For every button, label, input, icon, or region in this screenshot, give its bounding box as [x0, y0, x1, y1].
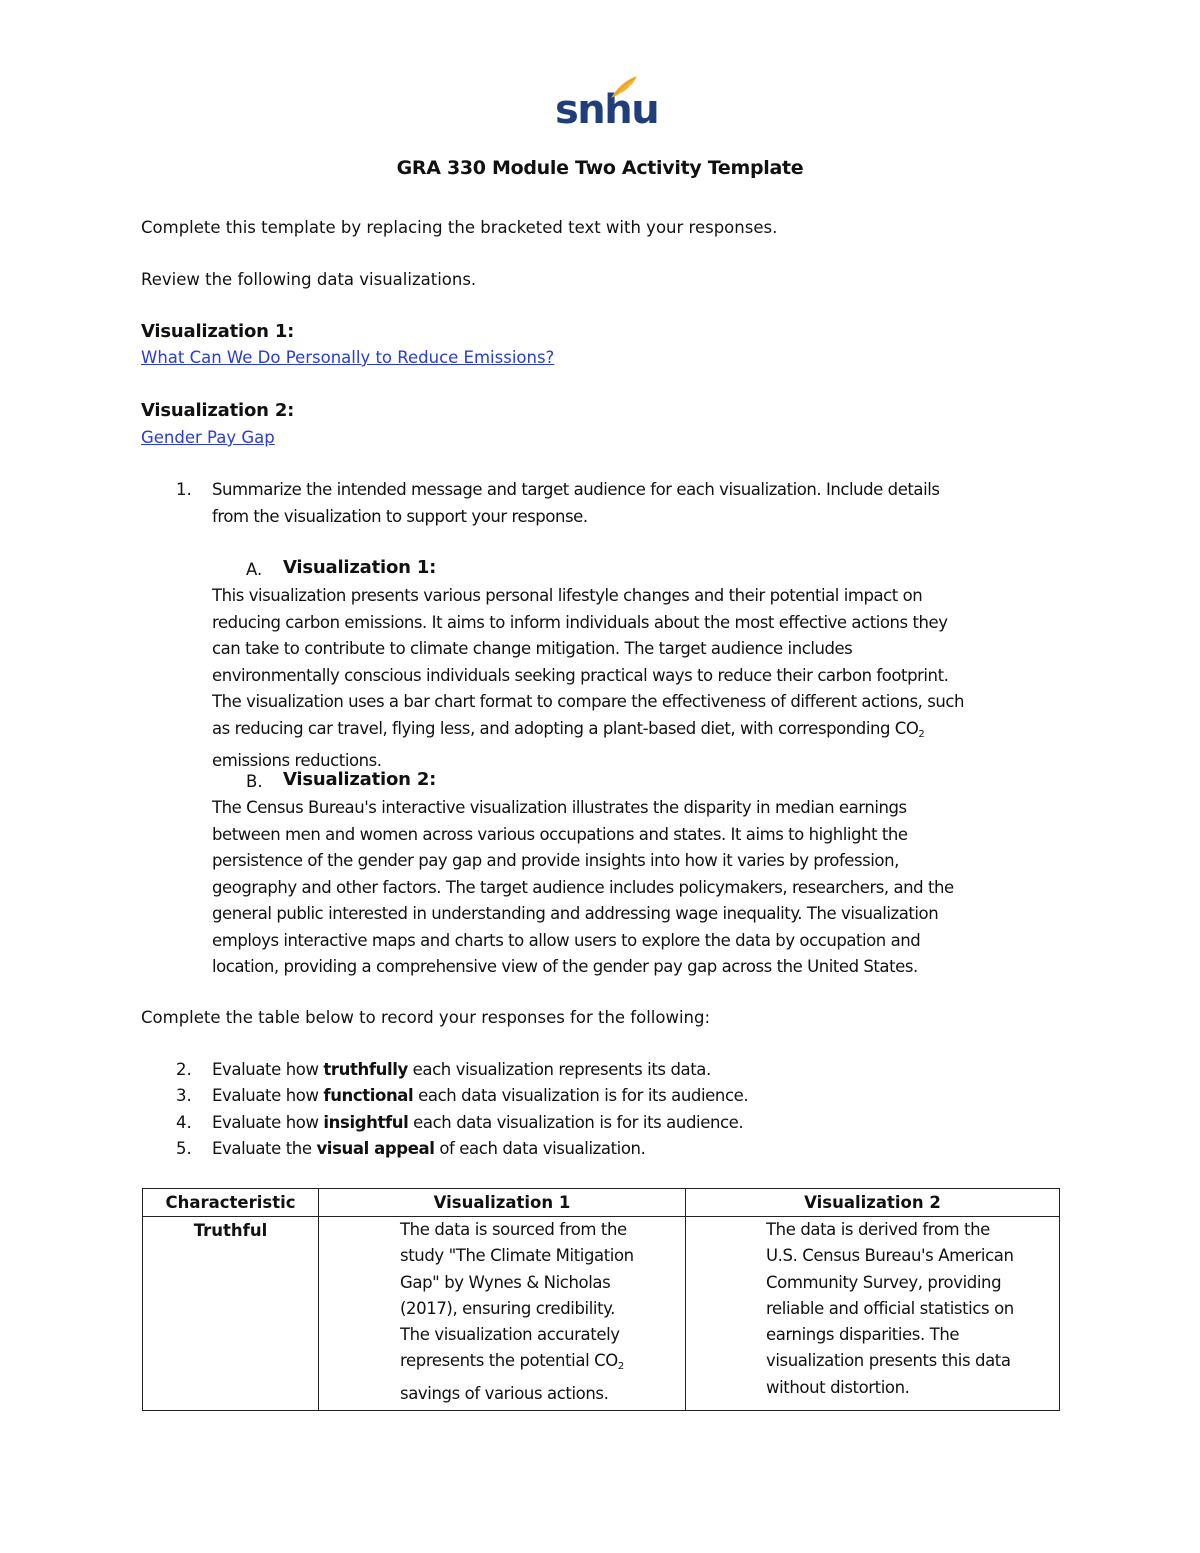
cell-line: savings of various actions. — [400, 1383, 609, 1403]
answer-a-line: emissions reductions. — [212, 751, 382, 770]
cell-line-co2 — [400, 1348, 685, 1380]
leaf-icon — [609, 74, 639, 100]
answer-b-line: The Census Bureau's interactive visualization illustrates the disparity in median earnings — [212, 798, 907, 817]
answer-a-letter: A. — [246, 560, 263, 579]
cell-line: Gap" by Wynes & Nicholas — [400, 1272, 611, 1292]
instruction-text: Complete this template by replacing the bracketed text with your responses. — [141, 218, 778, 237]
visualization-1-link[interactable]: What Can We Do Personally to Reduce Emissions? — [141, 348, 555, 367]
table-row — [143, 1217, 1060, 1411]
evaluation-text: each data visualization is for its audience. — [408, 1113, 744, 1132]
answer-b-heading: Visualization 2: — [283, 769, 437, 790]
evaluation-text: each data visualization is for its audience. — [413, 1086, 749, 1105]
answer-b-line: location, providing a comprehensive view of the gender pay gap across the United States. — [212, 957, 918, 976]
answer-b-line: between men and women across various occupations and states. It aims to highlight the — [212, 824, 908, 844]
cell-line: Community Survey, providing — [766, 1272, 1002, 1292]
cell-line: The data is sourced from the — [400, 1220, 627, 1239]
evaluation-keyword: insightful — [323, 1113, 409, 1132]
evaluation-number: 5. — [176, 1139, 192, 1158]
answer-a-line: can take to contribute to climate change mitigation. The target audience includes — [212, 639, 853, 658]
question-1-line: from the visualization to support your response. — [212, 506, 588, 526]
evaluation-text: Evaluate how — [212, 1060, 324, 1079]
question-1-number: 1. — [176, 480, 192, 499]
cell-line: without distortion. — [766, 1377, 910, 1397]
answer-b-letter: B. — [246, 772, 263, 791]
answer-a-heading: Visualization 1: — [283, 557, 437, 578]
evaluation-text: of each data visualization. — [434, 1139, 646, 1158]
answer-a-line: reducing carbon emissions. It aims to inform individuals about the most effective actions they — [212, 612, 948, 632]
answer-b-line: general public interested in understanding and addressing wage inequality. The visualization — [212, 904, 939, 923]
evaluation-number: 3. — [176, 1086, 192, 1105]
answer-a-text — [212, 583, 1052, 775]
question-1-line: Summarize the intended message and target audience for each visualization. Include details — [212, 480, 940, 499]
answer-a-line-co2 — [212, 716, 1052, 749]
cell-visualization-1 — [319, 1217, 686, 1411]
review-text: Review the following data visualizations. — [141, 270, 477, 289]
answer-b-line: persistence of the gender pay gap and provide insights into how it varies by profession, — [212, 851, 899, 870]
header-characteristic: Characteristic — [143, 1189, 319, 1217]
answer-b-line: employs interactive maps and charts to allow users to explore the data by occupation and — [212, 930, 921, 950]
question-1-text — [212, 477, 1052, 530]
evaluation-keyword: functional — [323, 1086, 414, 1105]
header-visualization-1: Visualization 1 — [319, 1189, 686, 1217]
evaluation-item — [212, 1059, 711, 1081]
answer-b-text — [212, 795, 1052, 981]
evaluation-text: Evaluate the — [212, 1139, 317, 1158]
page-title: GRA 330 Module Two Activity Template — [396, 157, 804, 179]
evaluation-table — [142, 1188, 1060, 1411]
cell-line: visualization presents this data — [766, 1351, 1011, 1371]
cell-line: reliable and official statistics on — [766, 1298, 1014, 1318]
answer-a-line: as reducing car travel, flying less, and adopting a plant-based diet, with corresponding CO — [212, 718, 919, 738]
answer-a-line: This visualization presents various personal lifestyle changes and their potential impact on — [212, 586, 923, 605]
evaluation-text: each visualization represents its data. — [407, 1060, 711, 1079]
visualization-1-heading: Visualization 1: — [141, 321, 295, 342]
evaluation-item — [212, 1112, 743, 1134]
evaluation-keyword: truthfully — [323, 1060, 408, 1079]
co2-subscript: 2 — [617, 1361, 624, 1373]
logo-text: snhu — [555, 87, 659, 133]
cell-line: represents the potential CO — [400, 1351, 618, 1371]
cell-line: (2017), ensuring credibility. — [400, 1298, 616, 1318]
answer-a-line: environmentally conscious individuals seeking practical ways to reduce their carbon footprint. — [212, 665, 949, 685]
cell-line: earnings disparities. The — [766, 1325, 960, 1345]
visualization-2-heading: Visualization 2: — [141, 400, 295, 421]
co2-subscript: 2 — [918, 728, 925, 740]
table-intro-text: Complete the table below to record your responses for the following: — [141, 1008, 711, 1027]
evaluation-item — [212, 1138, 645, 1160]
cell-line: The data is derived from the — [766, 1220, 990, 1239]
visualization-2-link[interactable]: Gender Pay Gap — [141, 428, 275, 447]
evaluation-text: Evaluate how — [212, 1113, 324, 1132]
answer-b-line: geography and other factors. The target audience includes policymakers, researchers, and the — [212, 877, 954, 897]
evaluation-keyword: visual appeal — [316, 1139, 435, 1158]
cell-line: U.S. Census Bureau's American — [766, 1246, 1014, 1266]
snhu-logo — [555, 74, 659, 134]
cell-line: The visualization accurately — [400, 1325, 620, 1345]
cell-line: study "The Climate Mitigation — [400, 1246, 634, 1266]
evaluation-text: Evaluate how — [212, 1086, 324, 1105]
evaluation-item — [212, 1085, 748, 1107]
header-visualization-2: Visualization 2 — [686, 1189, 1060, 1217]
answer-a-line: The visualization uses a bar chart format to compare the effectiveness of different actions, such — [212, 692, 964, 711]
evaluation-number: 2. — [176, 1060, 192, 1079]
table-header-row — [143, 1189, 1060, 1217]
cell-visualization-2 — [686, 1217, 1060, 1411]
evaluation-number: 4. — [176, 1113, 192, 1132]
cell-characteristic: Truthful — [143, 1217, 319, 1411]
